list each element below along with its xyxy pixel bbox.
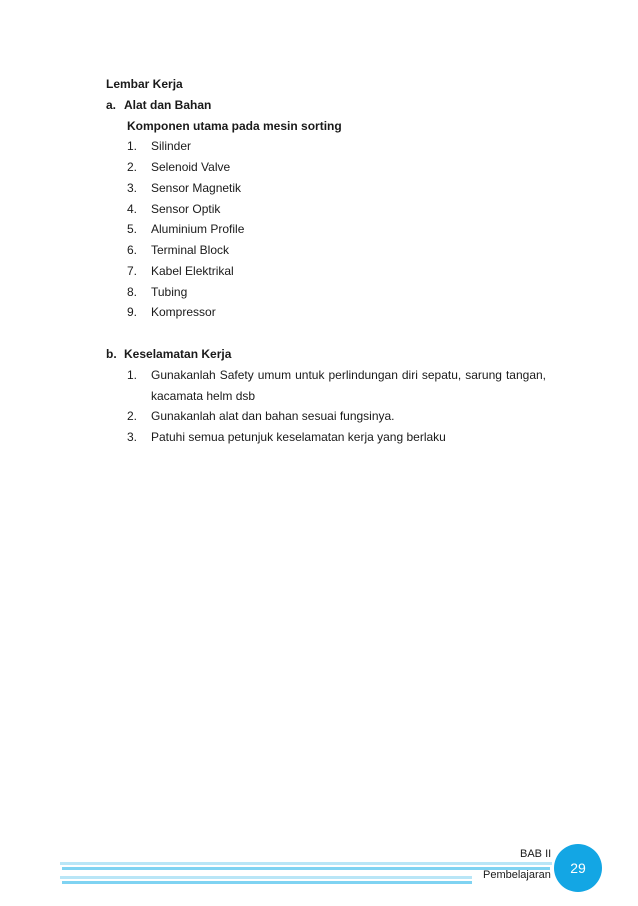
list-item-number: 2. — [127, 160, 138, 174]
footer-stripe — [60, 876, 472, 879]
list-item: Tubing — [151, 285, 188, 299]
list-item-number: 7. — [127, 264, 138, 278]
list-item-number: 9. — [127, 305, 138, 319]
list-item-number: 1. — [127, 139, 138, 153]
list-item: Gunakanlah alat dan bahan sesuai fungsinya. — [151, 409, 395, 423]
list-item: Patuhi semua petunjuk keselamatan kerja yang berlaku — [151, 430, 446, 444]
list-item: Selenoid Valve — [151, 160, 231, 174]
footer-stripe — [62, 867, 550, 870]
section-a-marker: a. — [106, 98, 117, 112]
footer-stripe — [62, 881, 472, 884]
footer-stripe — [60, 862, 552, 865]
list-item: Silinder — [151, 139, 192, 153]
list-item: Gunakanlah Safety umum untuk perlindungan diri sepatu, sarung tangan, — [151, 368, 546, 382]
list-item-number: 5. — [127, 222, 138, 236]
footer-chapter: BAB II — [520, 848, 552, 860]
section-b-title: Keselamatan Kerja — [124, 347, 232, 361]
list-item: Kompressor — [151, 305, 216, 319]
list-item-number: 4. — [127, 202, 138, 216]
list-item-number: 1. — [127, 368, 138, 382]
list-item-number: 6. — [127, 243, 138, 257]
section-a-subtitle: Komponen utama pada mesin sorting — [127, 119, 342, 133]
list-item-number: 3. — [127, 181, 138, 195]
worksheet-heading: Lembar Kerja — [106, 77, 183, 91]
section-b-marker: b. — [106, 347, 117, 361]
list-item: Kabel Elektrikal — [151, 264, 234, 278]
list-item: Aluminium Profile — [151, 222, 245, 236]
list-item: Sensor Magnetik — [151, 181, 242, 195]
list-item-continuation: kacamata helm dsb — [151, 389, 256, 403]
page-number-badge: 29 — [554, 844, 602, 892]
list-item-number: 8. — [127, 285, 138, 299]
list-item: Sensor Optik — [151, 202, 221, 216]
section-a-title: Alat dan Bahan — [124, 98, 212, 112]
list-item-number: 2. — [127, 409, 138, 423]
list-item-number: 3. — [127, 430, 138, 444]
list-item: Terminal Block — [151, 243, 230, 257]
footer-section: Pembelajaran — [483, 869, 551, 881]
